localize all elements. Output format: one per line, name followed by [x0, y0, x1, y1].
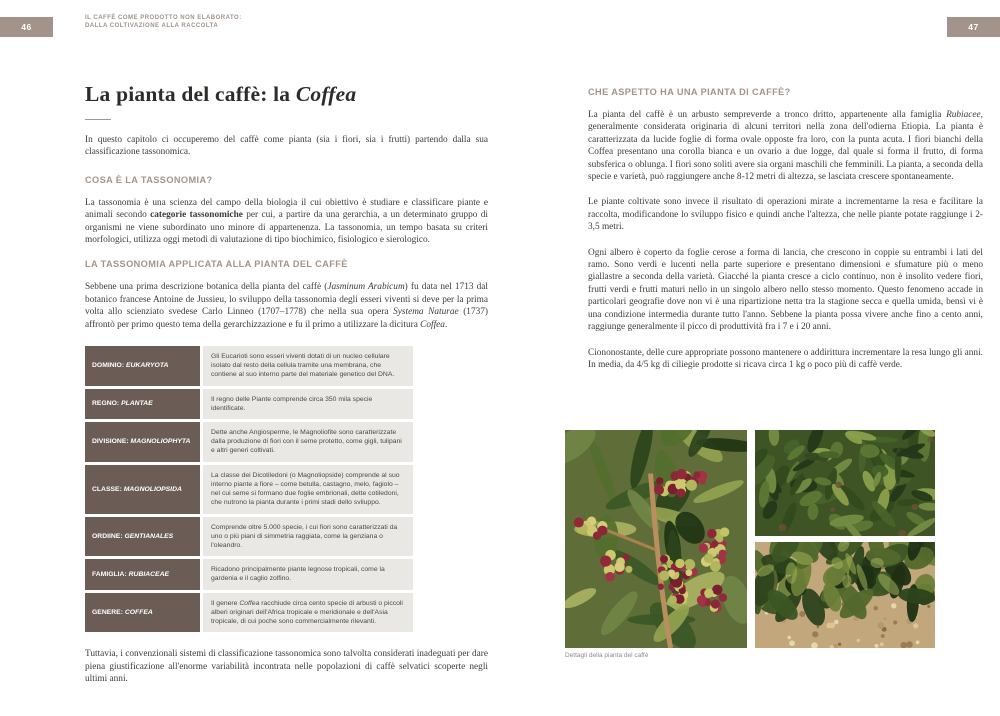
running-header: [85, 14, 242, 30]
photo-grid: [565, 430, 935, 648]
left-page-column: [85, 82, 488, 685]
aspetto-paragraph-3: Ogni albero è coperto da foglie cerose a forma di lancia, che crescono in coppie su entrambi i lati del ramo. Sono verdi e lucenti nella parte superiore e presentano dimensioni e sfumature più o meno giallastre a seconda della varietà. Giacché la pianta cresce a ciclo continuo, non è insolito vedere fiori, frutti verdi e frutti maturi nello in un singolo albero nello stesso momento. Questo fenomeno accade in particolari geografie dove non vi è una ripartizione netta tra la stagione secca e quella umida, bensì vi è una condizione intermedia durante tutto l'anno. Sebbene la pianta possa vivere anche fino a cento anni, raggiunge generalmente il picco di produttività fra i 7 e i 20 anni.: [588, 247, 983, 333]
photo-coffee-hedge: [755, 542, 935, 648]
aspetto-paragraph-4: Ciononostante, delle cure appropriate possono mantenere o addirittura incrementare la resa lungo gli anni. In media, da 4/5 kg di ciliegie prodotte si ricava circa 1 kg o poco più di caffè verde.: [588, 347, 983, 370]
taxonomy-rank-label: GENERE: COFFEA: [85, 593, 200, 633]
taxonomy-rank-label: ORDIINE: GENTIANALES: [85, 517, 200, 557]
photo-coffee-foliage: [755, 430, 935, 536]
taxonomy-row: [85, 517, 413, 557]
taxonomy-rank-label: FAMIGLIA: RUBIACEAE: [85, 559, 200, 589]
section-heading-aspetto-pianta: CHE ASPETTO HA UNA PIANTA DI CAFFÈ?: [588, 87, 791, 97]
taxonomy-description: La classe dei Dicotiledoni (o Magnoliopside) comprende al suo interno piante a fiore – come betulla, castagno, melo, fagiolo – nel cui seme si formano due foglie embrionali, dette cotiledoni, che nutrono la pianta durante i primi stadi dello sviluppo.: [203, 465, 413, 514]
taxonomy-description: Il regno delle Piante comprende circa 350 mila specie identificate.: [203, 389, 413, 419]
taxonomy-description: Il genere Coffea racchiude circa cento specie di arbusti o piccoli alberi originari dell'Africa tropicale e meridionale e dell'Asia tropicale, di cui poche sono commercialmente rilevanti.: [203, 593, 413, 633]
photo-coffee-cherries: [565, 430, 747, 648]
photo-stack: [755, 430, 935, 648]
aspetto-paragraph-1: La pianta del caffè è un arbusto sempreverde a tronco dritto, appartenente alla famiglia Rubiacee, generalmente considerata originaria di alcuni territori nella zona dell'odierna Etiopia. La pianta è caratterizzata da lucide foglie di forma ovale opposte fra loro, con la punta acuta. I fiori bianchi della Coffea presentano una corolla bianca e un ovario a due logge, dal quale si forma il frutto, di forma subsferica o oblunga. I fiori sono soliti avere sia organi maschili che femminili. La pianta, a seconda della specie e varietà, può raggiungere anche 8-12 metri di altezza, se lasciata crescere spontaneamente.: [588, 110, 983, 183]
tassonomia-paragraph: La tassonomia è una scienza del campo della biologia il cui obiettivo è studiare e classificare piante e animali secondo categorie tassonomiche per cui, a partire da una gerarchia, a un determinato gruppo di organismi ne viene subordinato uno minore di appartenenza. La tassonomia, un tempo basata su criteri morfologici, utilizza oggi metodi di valutazione di tipo biochimico, fisiologico e sierologico.: [85, 197, 489, 246]
intro-paragraph: In questo capitolo ci occuperemo del caffè come pianta (sia i fiori, sia i frutti) partendo dalla sua classificazione tassonomica.: [85, 135, 488, 158]
tassonomia-applicata-paragraph: Sebbene una prima descrizione botanica della pianta del caffè (Jasminum Arabicum) fu data nel 1713 dal botanico francese Antoine de Jussieu, lo sviluppo della tassonomia degli esseri viventi si deve per la prima volta allo scienziato svedese Carlo Linneo (1707–1778) che nella sua opera Systema Naturae (1737) affrontò per primo questo tema della gerarchizzazione e fu il primo a utilizzare la dicitura Coffea.: [85, 282, 488, 330]
aspetto-paragraph-2: Le piante coltivate sono invece il risultato di operazioni mirate a incrementarne la resa e facilitare la raccolta, modificandone lo sviluppo fisico e quindi anche l'altezza, che nelle piante potate raggiunge i 2-3,5 metri.: [588, 197, 983, 233]
taxonomy-row: [85, 346, 413, 386]
taxonomy-row: [85, 422, 413, 462]
section-heading-cosa-e-la-tassonomia: COSA È LA TASSONOMIA?: [85, 174, 213, 185]
running-header-line2: DALLA COLTIVAZIONE ALLA RACCOLTA: [85, 23, 219, 29]
taxonomy-description: Ricadono principalmente piante legnose tropicali, come la gardenia e il caglio zolfino.: [203, 559, 413, 589]
taxonomy-row: [85, 593, 413, 633]
title-divider: [85, 119, 111, 120]
taxonomy-table: [85, 346, 413, 632]
closing-paragraph: Tuttavia, i convenzionali sistemi di classificazione tassonomica sono talvolta considerati inadeguati per dare piena giustificazione all'enorme variabilità incontrata nelle popolazioni di caffè selvatici scoperte negli ultimi anni.: [85, 649, 488, 684]
right-page-column: [588, 82, 983, 371]
taxonomy-description: Dette anche Angiosperme, le Magnoliofite sono caratterizzate dalla produzione di fiori con il seme protetto, come gigli, tulipani e altri generi coltivati.: [203, 422, 413, 462]
page-number-right: 47: [947, 17, 1000, 37]
page-title: La pianta del caffè: la Coffea: [85, 82, 357, 106]
running-header-line1: IL CAFFÈ COME PRODOTTO NON ELABORATO:: [85, 15, 242, 21]
photo-caption: Dettagli della pianta del caffè: [565, 652, 649, 659]
section-heading-tassonomia-applicata: LA TASSONOMIA APPLICATA ALLA PIANTA DEL CAFFÈ: [85, 259, 348, 270]
taxonomy-description: Comprende oltre 5.000 specie, i cui fiori sono caratterizzati da uno o più piani di simmetria raggiata, come la genziana o l'oleandro.: [203, 517, 413, 557]
taxonomy-rank-label: DIVISIONE: MAGNOLIOPHYTA: [85, 422, 200, 462]
taxonomy-rank-label: DOMINIO: EUKARYOTA: [85, 346, 200, 386]
taxonomy-description: Gli Eucarioti sono esseri viventi dotati di un nucleo cellulare isolato dal resto della cellula tramite una membrana, che contiene al suo interno parte del materiale genetico del DNA.: [203, 346, 413, 386]
page-number-left: 46: [0, 17, 53, 37]
taxonomy-rank-label: CLASSE: MAGNOLIOPSIDA: [85, 465, 200, 514]
taxonomy-row: [85, 559, 413, 589]
taxonomy-row: [85, 465, 413, 514]
taxonomy-rank-label: REGNO: PLANTAE: [85, 389, 200, 419]
taxonomy-row: [85, 389, 413, 419]
